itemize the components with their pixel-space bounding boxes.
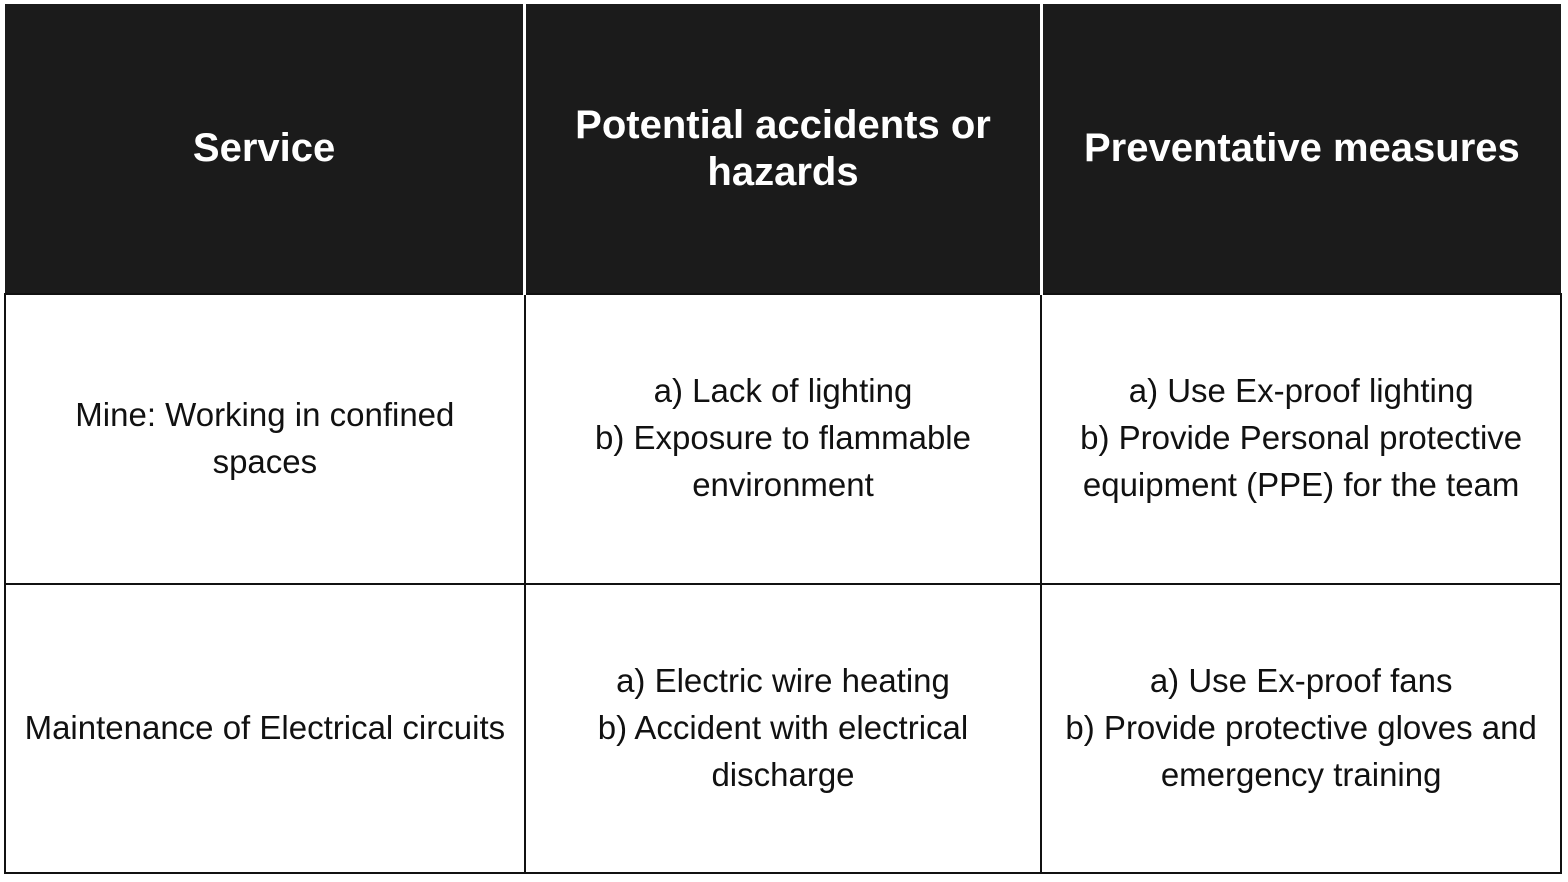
column-header-hazards: Potential accidents or hazards bbox=[525, 4, 1042, 294]
cell-hazards: a) Electric wire heating b) Accident with electrical discharge bbox=[525, 584, 1042, 874]
cell-hazards: a) Lack of lighting b) Exposure to flammable environment bbox=[525, 294, 1042, 584]
cell-measures: a) Use Ex-proof lighting b) Provide Personal protective equipment (PPE) for the team bbox=[1041, 294, 1561, 584]
header-row bbox=[5, 4, 1561, 294]
table-row bbox=[5, 294, 1561, 584]
cell-service: Mine: Working in confined spaces bbox=[5, 294, 525, 584]
cell-measures: a) Use Ex-proof fans b) Provide protective gloves and emergency training bbox=[1041, 584, 1561, 874]
cell-service: Maintenance of Electrical circuits bbox=[5, 584, 525, 874]
table-row bbox=[5, 584, 1561, 874]
table-header bbox=[5, 4, 1561, 294]
hazard-table bbox=[4, 4, 1562, 874]
column-header-measures: Preventative measures bbox=[1041, 4, 1561, 294]
table-body bbox=[5, 294, 1561, 873]
column-header-service: Service bbox=[5, 4, 525, 294]
